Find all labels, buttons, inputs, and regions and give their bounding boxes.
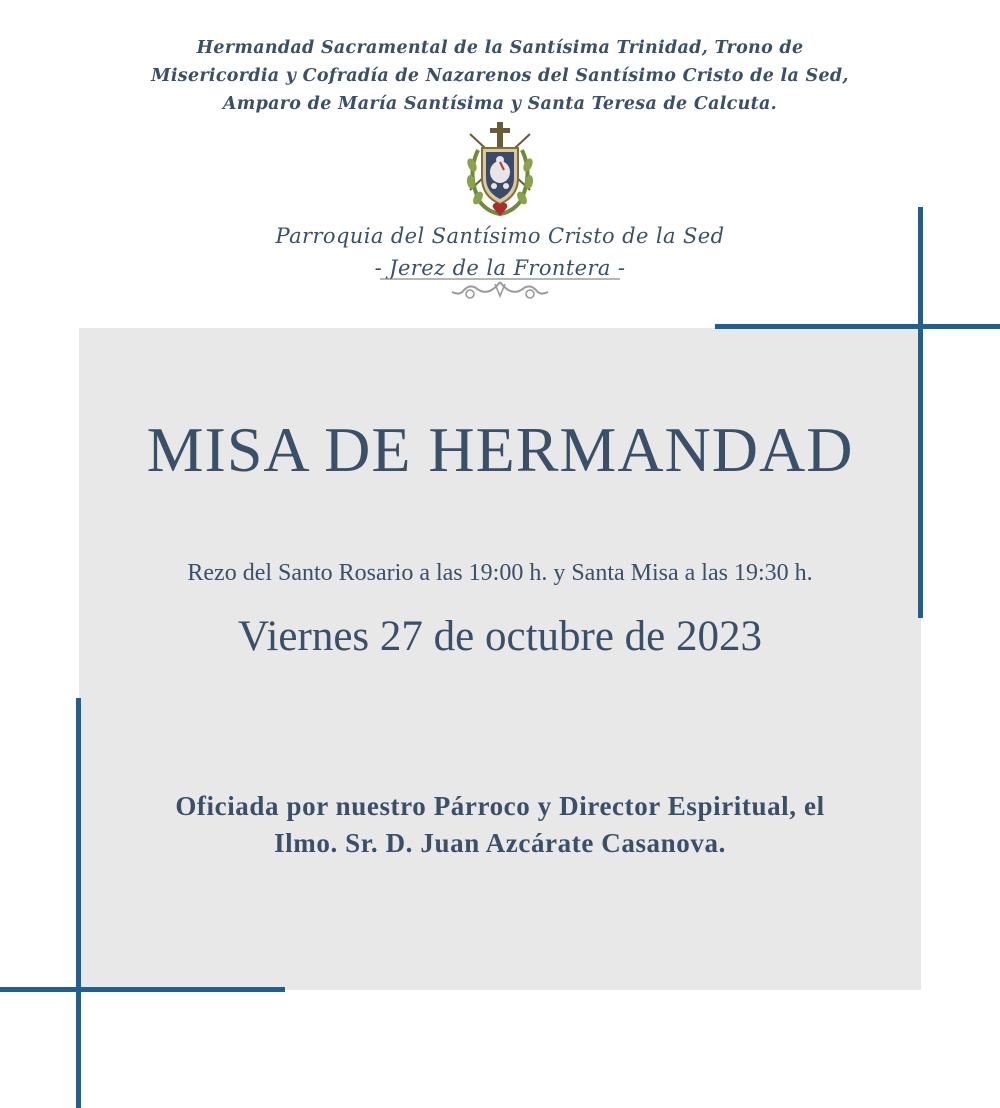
brotherhood-name-line-1: Hermandad Sacramental de la Santísima Trinidad, Trono de <box>196 38 804 58</box>
parish-name: Parroquia del Santísimo Cristo de la Sed <box>275 224 725 248</box>
brotherhood-crest-icon <box>458 120 542 220</box>
brotherhood-header <box>0 34 1000 118</box>
decorative-line-bottom-left-horizontal <box>0 987 285 992</box>
officiant-line-2: Ilmo. Sr. D. Juan Azcárate Casanova. <box>274 828 726 858</box>
officiant-line-1: Oficiada por nuestro Párroco y Director Espiritual, el <box>175 791 825 821</box>
event-schedule: Rezo del Santo Rosario a las 19:00 h. y Santa Misa a las 19:30 h. <box>187 560 813 586</box>
parish-city: - Jerez de la Frontera - <box>374 256 626 280</box>
event-title: MISA DE HERMANDAD <box>146 414 854 485</box>
parish-block <box>0 220 1000 284</box>
brotherhood-name-line-3: Amparo de María Santísima y Santa Teresa de Calcuta. <box>222 94 778 114</box>
officiant-block <box>79 788 921 862</box>
decorative-line-bottom-left-vertical <box>76 698 81 1108</box>
brotherhood-name-line-2: Misericordia y Cofradía de Nazarenos del Santísimo Cristo de la Sed, <box>151 66 849 86</box>
event-date: Viernes 27 de octubre de 2023 <box>238 613 762 660</box>
decorative-line-top-right-horizontal <box>715 324 1000 329</box>
ornamental-flourish-icon <box>380 276 620 304</box>
